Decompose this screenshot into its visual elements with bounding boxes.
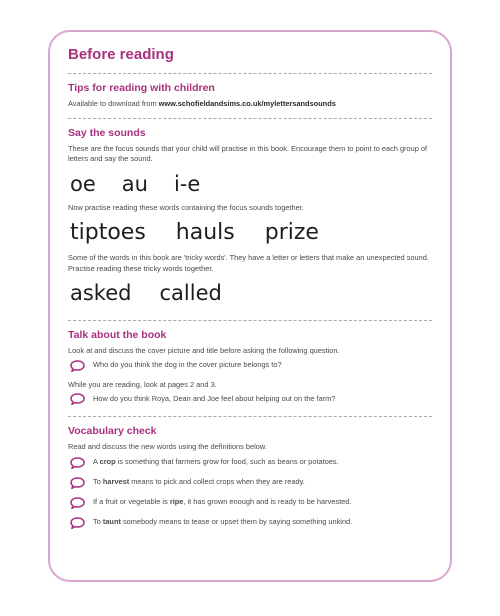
question-row [68,393,432,405]
tips-heading: Tips for reading with children [68,82,215,94]
vocab-pre: To [93,477,103,487]
vocab-heading: Vocabulary check [68,425,157,437]
vocab-pre: A [93,457,100,467]
question-text: Who do you think the dog in the cover picture belongs to? [93,360,282,370]
vocab-word: taunt [102,517,121,527]
tricky-word: called [159,281,222,305]
vocab-word: ripe [169,497,184,507]
question-text: How do you think Roya, Dean and Joe feel about helping out on the farm? [93,393,336,403]
tips-text [68,99,432,110]
vocab-post: means to pick and collect crops when they are ready. [129,477,305,487]
focus-word: prize [264,220,319,245]
tips-url[interactable]: www.schofieldandsims.co.uk/mylettersandsounds [158,99,336,108]
vocab-item [68,517,432,529]
vocab-section [68,417,432,545]
talk-during: While you are reading, look at pages 2 and 3. [68,379,217,389]
talk-section [68,321,432,416]
speech-bubble-icon [70,393,85,405]
page-title: Before reading [68,46,174,63]
tips-section [68,74,432,118]
vocab-item [68,497,432,509]
vocab-definition [93,477,305,488]
speech-bubble-icon [70,497,85,509]
sounds-section [68,119,432,321]
speech-bubble-icon [70,360,85,372]
speech-bubble-icon [70,517,85,529]
vocab-item [68,477,432,489]
focus-sound: au [121,171,148,196]
speech-bubble-icon [70,457,85,469]
sounds-heading: Say the sounds [68,126,146,139]
focus-word: hauls [175,220,235,245]
before-reading-card [48,30,452,582]
vocab-definition [93,517,352,528]
question-row [68,360,432,372]
talk-heading: Talk about the book [68,329,167,341]
speech-bubble-icon [70,477,85,489]
vocab-item [68,457,432,469]
tricky-intro: Some of the words in this book are 'tricky words'. They have a letter or letters that make an unexpected sound. Practise reading these tricky words together. [68,253,429,273]
talk-intro: Look at and discuss the cover picture and title before asking the following question. [68,346,340,355]
vocab-post: is something that farmers grow for food, such as beans or potatoes. [115,457,339,467]
vocab-post: somebody means to tease or upset them by saying something unkind. [120,517,353,527]
vocab-pre: To [93,517,103,527]
tricky-word: asked [70,281,132,305]
vocab-word: harvest [102,477,130,487]
words-intro: Now practise reading these words containing the focus sounds together. [68,202,304,212]
focus-sounds [70,169,432,199]
vocab-definition [93,497,351,508]
vocab-definition [93,457,339,468]
sounds-intro: These are the focus sounds that your child will practise in this book. Encourage them to point to each group of letters and say the sound. [68,143,428,163]
focus-word: tiptoes [70,220,146,245]
vocab-post: , it has grown enough and is ready to be harvested. [183,497,352,507]
tricky-words [70,278,432,308]
vocab-pre: If a fruit or vegetable is [93,497,170,507]
vocab-intro: Read and discuss the new words using the definitions below. [68,442,267,451]
vocab-word: crop [99,457,116,467]
focus-words [70,217,432,249]
focus-sound: i-e [173,171,201,196]
tips-text-prefix: Available to download from [68,99,159,108]
focus-sound: oe [70,171,96,196]
